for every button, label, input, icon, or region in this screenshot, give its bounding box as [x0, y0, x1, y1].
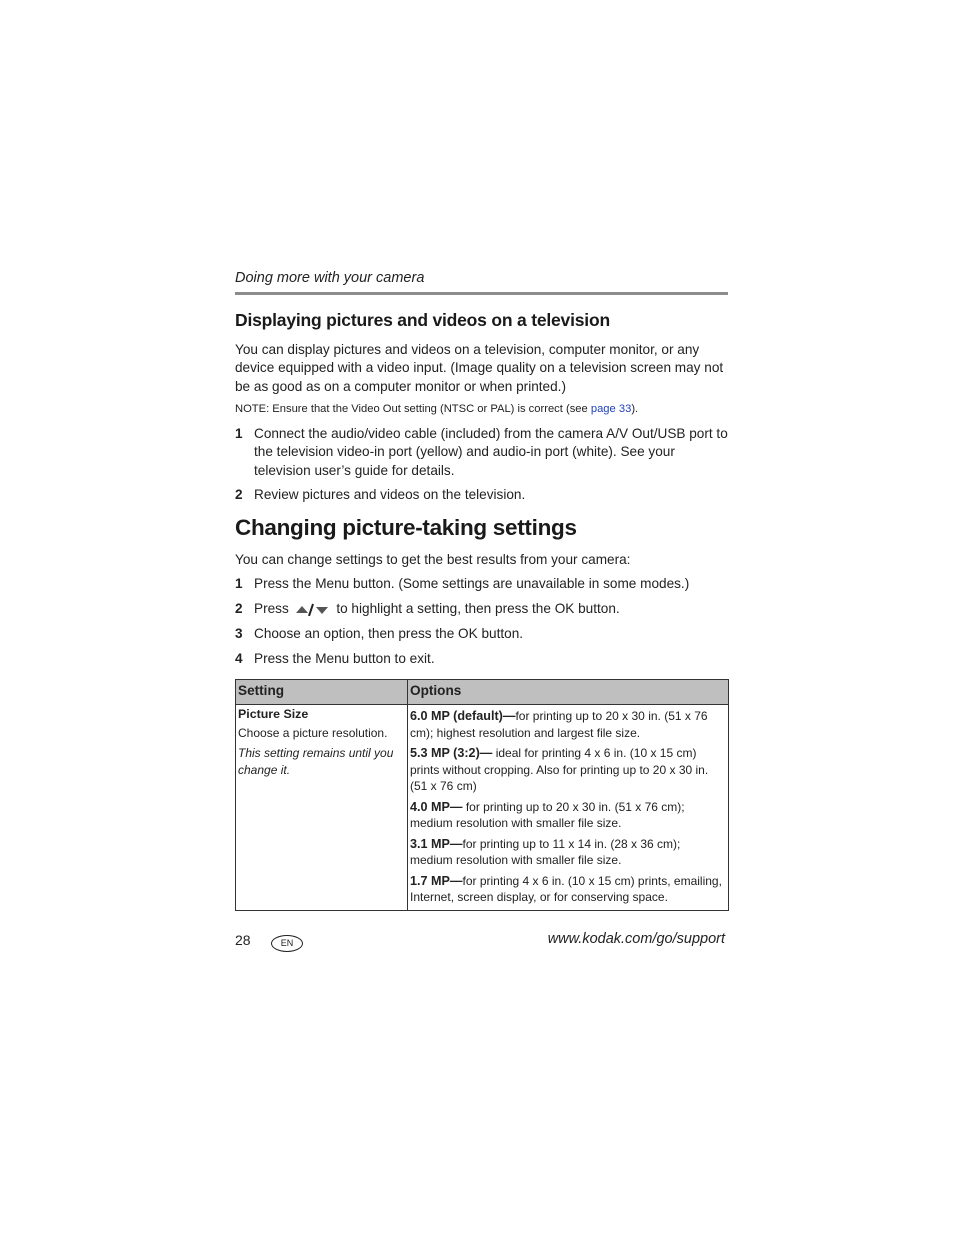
note-suffix: ). [631, 403, 639, 415]
option-text: for printing 4 x 6 in. (10 x 15 cm) prints, emailing, Internet, screen display, or for conserving space. [410, 873, 722, 904]
tv-section-intro: You can display pictures and videos on a television, computer monitor, or any device equipped with a video input. (Image quality on a television screen may not be as good as on a computer monitor or when printed.) [235, 342, 724, 394]
option-item [410, 745, 726, 795]
option-item [410, 799, 726, 832]
step-number: 2 [235, 487, 243, 502]
option-item [410, 836, 726, 869]
options-cell [408, 705, 729, 911]
column-header-setting: Setting [236, 680, 408, 705]
column-header-options: Options [408, 680, 729, 705]
video-out-note [235, 402, 729, 417]
option-item [410, 873, 726, 906]
table-row [236, 705, 729, 911]
step-text-before: Press [254, 601, 289, 616]
step-number: 1 [235, 576, 243, 591]
option-text: for printing up to 20 x 30 in. (51 x 76 cm); medium resolution with smaller file size. [410, 799, 685, 830]
support-url[interactable]: www.kodak.com/go/support [547, 931, 725, 947]
step-number: 3 [235, 626, 243, 641]
step-text: Press the Menu button. (Some settings are unavailable in some modes.) [254, 576, 690, 591]
settings-section-heading: Changing picture-taking settings [235, 515, 577, 540]
option-label: 1.7 MP— [410, 873, 463, 888]
settings-section-intro: You can change settings to get the best results from your camera: [235, 552, 631, 567]
step-text: Connect the audio/video cable (included) from the camera A/V Out/USB port to the television video-in port (yellow) and audio-in port (white). See your television user’s guide for details. [254, 426, 728, 478]
step-text: Press the Menu button to exit. [254, 651, 435, 666]
page-number: 28 [235, 932, 251, 948]
option-item [410, 708, 726, 741]
option-label: 6.0 MP (default)— [410, 709, 516, 723]
up-down-arrows-icon [295, 602, 331, 616]
setting-cell [236, 705, 408, 911]
option-text: for printing up to 20 x 30 in. (51 x 76 cm); highest resolution and largest file size. [410, 709, 708, 740]
page-33-link[interactable]: page 33 [590, 403, 632, 415]
option-label: 3.1 MP— [410, 836, 463, 851]
language-badge-icon: EN [271, 935, 303, 952]
setting-note: This setting remains until you change it. [238, 746, 394, 777]
option-label: 5.3 MP (3:2)— [410, 746, 493, 760]
setting-title: Picture Size [238, 707, 309, 721]
header-rule [235, 292, 728, 295]
step-text: Review pictures and videos on the television. [254, 487, 526, 502]
picture-size-table [235, 679, 729, 911]
step-text [254, 600, 728, 618]
step-number: 2 [235, 601, 243, 616]
note-text: NOTE: Ensure that the Video Out setting (NTSC or PAL) is correct (see [235, 403, 591, 415]
option-text: ideal for printing 4 x 6 in. (10 x 15 cm) prints without cropping. Also for printing up to 20 x 30 in. (51 x 76 cm) [410, 746, 709, 793]
setting-description: Choose a picture resolution. [238, 726, 388, 740]
tv-section-heading: Displaying pictures and videos on a television [235, 310, 610, 330]
step-number: 4 [235, 651, 243, 666]
running-header: Doing more with your camera [235, 270, 425, 286]
step-text: Choose an option, then press the OK button. [254, 626, 524, 641]
step-text-after: to highlight a setting, then press the OK button. [336, 601, 620, 616]
step-number: 1 [235, 426, 243, 441]
option-label: 4.0 MP— [410, 799, 463, 814]
option-text: for printing up to 11 x 14 in. (28 x 36 cm); medium resolution with smaller file size. [410, 836, 681, 867]
